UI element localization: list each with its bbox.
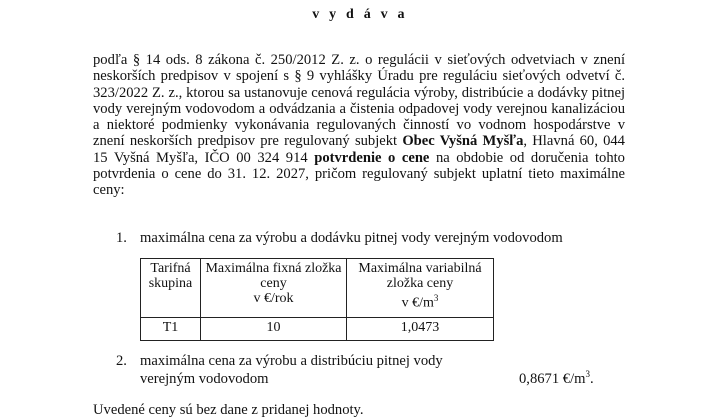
item-1-number: 1. bbox=[116, 230, 127, 246]
subject-details: , Hlavná 60, 044 15 Vyšná Myšľa, IČO 00 324 914 bbox=[93, 133, 625, 166]
subject-name: Obec Vyšná Myšľa bbox=[402, 133, 524, 150]
item-2-price bbox=[519, 369, 594, 388]
item-2-text-line1: maximálna cena za výrobu a distribúciu pitnej vody bbox=[140, 353, 443, 369]
table-row bbox=[141, 318, 494, 341]
paragraph-legal-basis: podľa § 14 ods. 8 zákona č. 250/2012 Z. z. o regulácii v sieťových odvetviach v znení neskorších predpisov v spojení s § 9 vyhlášky Úradu pre reguláciu sieťových odvetví č. 323/2022 Z. z., ktorou sa ustanovuje cenová regulácia výroby, distribúcie a dodávky pitnej vody verejným vodovodom a odvádzania a čistenia odpadovej vody verejnou kanalizáciou a niektoré podmienky vykonávania regulovaných činností vo vodnom hospodárstve v znení neskorších predpisov pre regulovaný subjekt bbox=[93, 52, 625, 150]
price-table bbox=[140, 258, 494, 341]
header-variable-unit: v €/m bbox=[401, 295, 434, 311]
item-2-price-suffix: . bbox=[589, 370, 594, 387]
cell-variable-price: 1,0473 bbox=[347, 318, 494, 341]
paragraph-period: na obdobie od doručenia tohto potvrdenia o cene do 31. 12. 2027, pričom regulovaný subjekt uplatní tieto maximálne ceny: bbox=[93, 149, 625, 199]
header-variable-component bbox=[347, 259, 494, 318]
item-1-text: maximálna cena za výrobu a dodávku pitnej vody verejným vodovodom bbox=[140, 230, 563, 246]
cell-tariff-group: T1 bbox=[141, 318, 201, 341]
header-variable-unit-exponent: 3 bbox=[433, 293, 439, 303]
item-2-number: 2. bbox=[116, 353, 127, 369]
document-heading: v y d á v a bbox=[312, 7, 408, 22]
decision-paragraph bbox=[93, 52, 625, 199]
header-fixed-unit: v €/rok bbox=[253, 291, 294, 306]
header-tariff-group: Tarifná skupina bbox=[141, 259, 201, 318]
header-variable-label: Maximálna variabilná zložka ceny bbox=[358, 261, 482, 291]
vat-note: Uvedené ceny sú bez dane z pridanej hodnoty. bbox=[93, 402, 364, 418]
header-fixed-component bbox=[201, 259, 347, 318]
price-table-header bbox=[141, 259, 494, 318]
item-2-price-value: 0,8671 €/m bbox=[519, 370, 586, 387]
item-2-text-line2: verejným vodovodom bbox=[140, 371, 269, 387]
cell-fixed-price: 10 bbox=[201, 318, 347, 341]
header-variable-unit-wrap bbox=[351, 291, 489, 311]
decision-label: potvrdenie o cene bbox=[314, 149, 430, 166]
item-2-price-exponent: 3 bbox=[585, 369, 590, 379]
header-fixed-label: Maximálna fixná zložka ceny bbox=[205, 261, 342, 291]
